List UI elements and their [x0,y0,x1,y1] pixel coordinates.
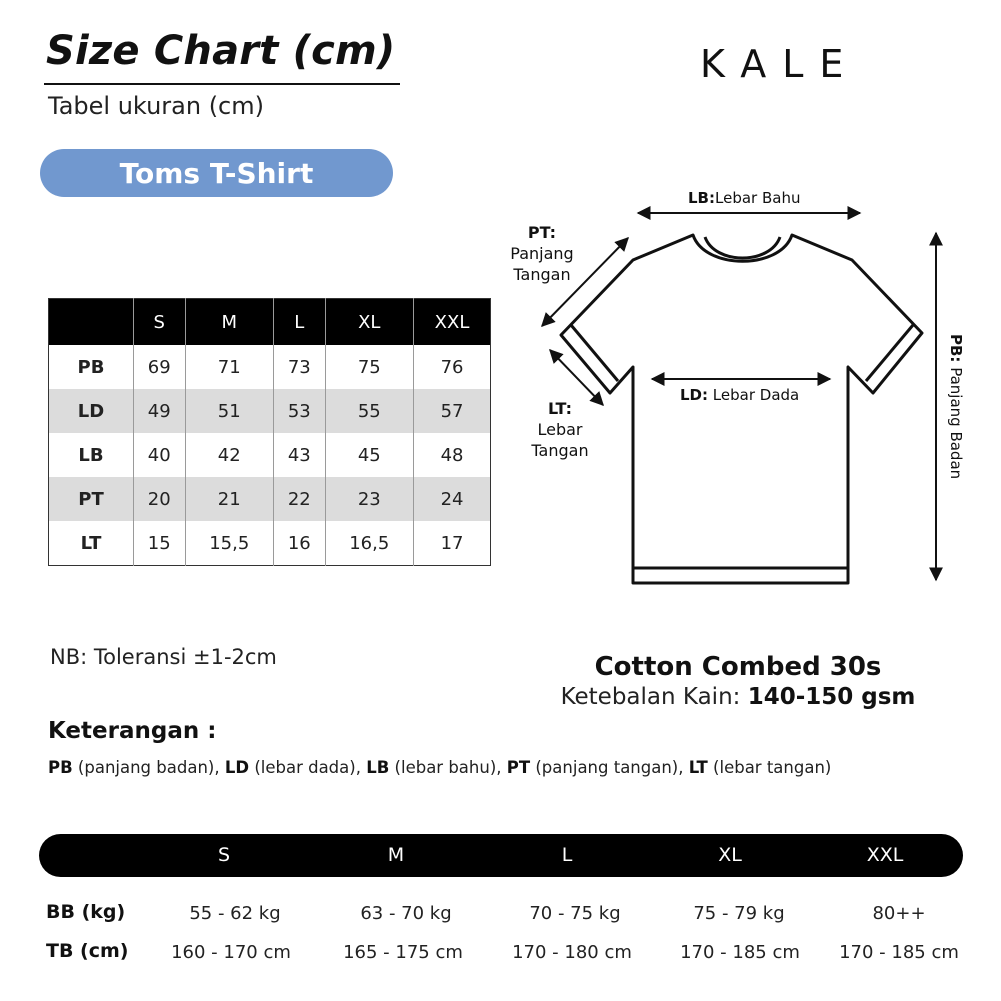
table-cell: 21 [185,477,274,521]
size-column-header: XL [325,299,414,346]
row-label: PB [77,356,105,378]
size-table-header-row [49,299,491,346]
weight-size-header: S [217,844,231,866]
table-cell: 15 [134,521,186,566]
tshirt-outline [561,235,922,583]
weight-row-label: BB (kg) [46,901,126,923]
table-cell: 73 [274,345,326,389]
size-column-header: L [274,299,326,346]
table-cell: 70 - 75 kg [529,903,621,924]
table-cell: 16,5 [325,521,414,566]
legend-text: (panjang tangan), [535,758,684,777]
table-cell: 69 [134,345,186,389]
weight-table-header [39,834,963,877]
pb-abbr: PB: [947,334,965,363]
lt-label [520,398,600,461]
product-name-badge [40,149,393,197]
table-cell: 40 [134,433,186,477]
pb-text: Panjang Badan [947,367,965,480]
row-label: LT [80,532,102,554]
weight-size-header: XXL [866,844,904,866]
height-row-label: TB (cm) [46,940,129,962]
table-cell: 75 [325,345,414,389]
table-row [49,389,491,433]
table-cell: 43 [274,433,326,477]
table-cell: 55 - 62 kg [189,903,281,924]
table-row [49,521,491,566]
legend-abbr: PT [506,758,531,777]
legend-abbr: LB [366,758,390,777]
fabric-weight-label: Ketebalan Kain: [560,684,741,710]
fabric-weight [540,684,936,710]
row-label: LD [49,389,134,433]
table-cell: 170 - 185 cm [839,942,959,963]
fabric-weight-value: 140-150 gsm [747,684,916,710]
lb-label [688,189,800,207]
page-title: Size Chart (cm) [46,28,396,74]
weight-size-header: L [561,844,573,866]
tshirt-measurement-diagram [500,175,980,605]
page-subtitle: Tabel ukuran (cm) [48,92,264,120]
table-row [49,345,491,389]
lt-line2: Tangan [531,441,589,460]
pt-line1: Panjang [510,244,574,263]
table-cell: 23 [325,477,414,521]
weight-size-header: XL [718,844,742,866]
legend-text: (lebar tangan) [713,758,832,777]
legend-text: (panjang badan), [77,758,220,777]
table-cell: 57 [414,389,491,433]
size-table-corner [49,299,134,346]
pt-label [502,222,582,285]
table-cell: 15,5 [185,521,274,566]
legend-text: (lebar bahu), [394,758,502,777]
table-row [49,433,491,477]
table-row [49,477,491,521]
table-cell: 48 [414,433,491,477]
table-cell: 55 [325,389,414,433]
table-cell: 63 - 70 kg [360,903,452,924]
size-column-header: S [134,299,186,346]
table-cell: 17 [414,521,491,566]
row-label: PT [49,477,134,521]
table-cell: 170 - 185 cm [680,942,800,963]
lb-abbr: LB: [688,189,715,207]
tolerance-note: NB: Toleransi ±1-2cm [50,645,277,669]
table-cell: 24 [414,477,491,521]
table-cell: 170 - 180 cm [512,942,632,963]
fabric-name: Cotton Combed 30s [594,652,882,682]
table-cell: 80++ [872,903,926,924]
weight-size-header: M [387,844,405,866]
pt-abbr: PT: [527,223,557,242]
table-cell: 16 [274,521,326,566]
pt-line2: Tangan [513,265,571,284]
table-cell: 71 [185,345,274,389]
table-cell: 42 [185,433,274,477]
legend-abbr: LD [224,758,250,777]
table-cell: 51 [185,389,274,433]
table-cell: 76 [414,345,491,389]
title-underline [44,83,400,85]
notes-title: Keterangan : [48,718,217,744]
notes-legend [48,758,831,777]
legend-text: (lebar dada), [254,758,361,777]
table-cell: 45 [325,433,414,477]
lb-text: Lebar Bahu [715,189,801,207]
product-name: Toms T-Shirt [119,156,314,190]
ld-text: Lebar Dada [712,386,800,404]
pb-label [947,334,965,480]
lt-abbr: LT: [548,399,572,418]
ld-abbr: LD: [680,386,709,404]
table-cell: 49 [134,389,186,433]
table-cell: 165 - 175 cm [343,942,463,963]
table-cell: 53 [274,389,326,433]
table-cell: 20 [134,477,186,521]
size-column-header: M [185,299,274,346]
lt-line1: Lebar [537,420,583,439]
size-column-header: XXL [414,299,491,346]
brand-logo: KALE [700,42,860,86]
table-cell: 160 - 170 cm [171,942,291,963]
ld-label [680,386,799,404]
legend-abbr: PB [48,758,73,777]
legend-abbr: LT [688,758,708,777]
row-label: LB [78,444,104,466]
table-cell: 75 - 79 kg [693,903,785,924]
size-measurement-table [48,298,491,566]
table-cell: 22 [274,477,326,521]
